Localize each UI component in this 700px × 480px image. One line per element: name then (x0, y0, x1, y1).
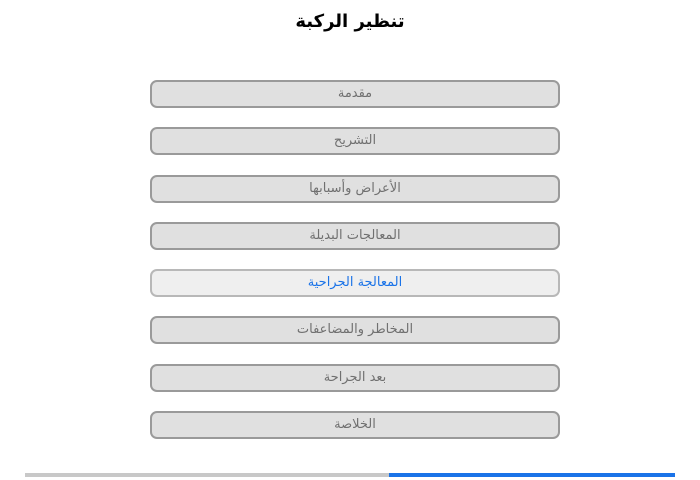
progress-bar (25, 473, 675, 477)
page-title: تنظير الركبة (295, 11, 405, 32)
menu-item-after-surgery[interactable]: بعد الجراحة (150, 364, 560, 392)
menu-item-risks-complications[interactable]: المخاطر والمضاعفات (150, 316, 560, 344)
menu-item-anatomy[interactable]: التشريح (150, 127, 560, 155)
menu-item-symptoms-causes[interactable]: الأعراض وأسبابها (150, 175, 560, 203)
menu-item-alternative-treatments[interactable]: المعالجات البديلة (150, 222, 560, 250)
menu-item-introduction[interactable]: مقدمة (150, 80, 560, 108)
progress-bar-fill (389, 473, 675, 477)
chapter-menu (150, 80, 560, 458)
menu-item-surgical-treatment[interactable]: المعالجة الجراحية (150, 269, 560, 297)
menu-item-summary[interactable]: الخلاصة (150, 411, 560, 439)
